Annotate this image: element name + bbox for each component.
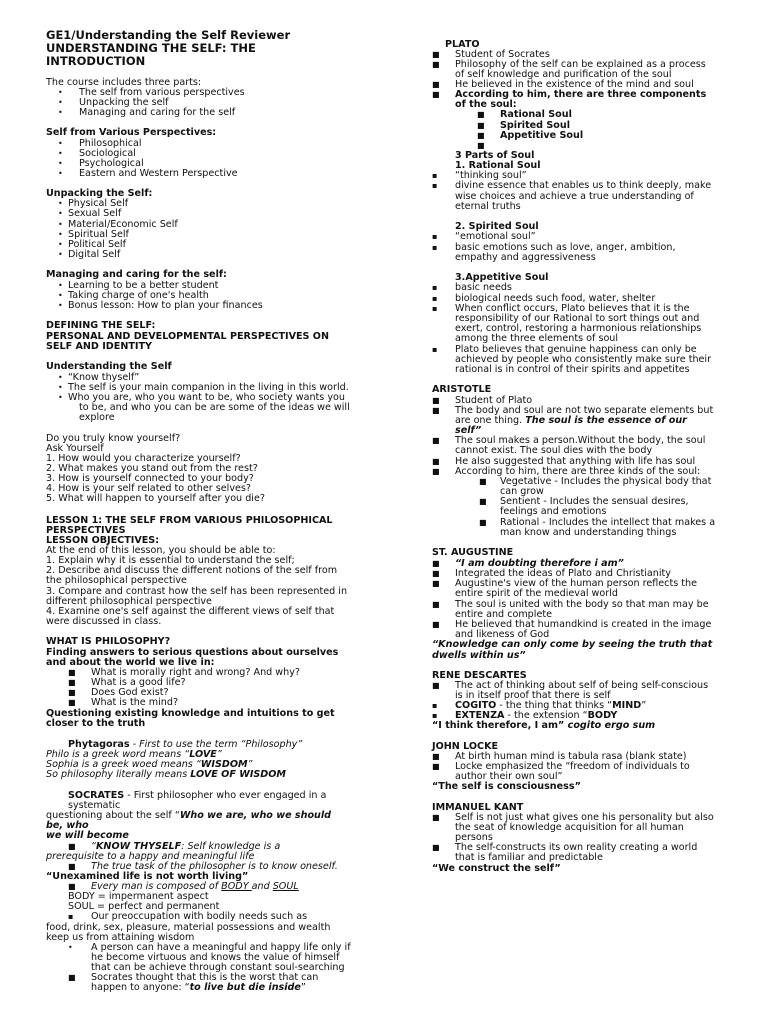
list-item-cont: that is familiar and predictable: [455, 852, 603, 863]
kant-heading: IMMANUEL KANT: [432, 802, 524, 813]
objective-line: were discussed in class.: [46, 616, 162, 627]
soul-kind-cont: man know and understanding things: [500, 527, 677, 538]
section-heading: Self from Various Perspectives:: [46, 127, 217, 138]
soul-kind: Vegetative - Includes the physical body that: [500, 476, 712, 487]
list-item: Digital Self: [68, 249, 121, 260]
soul-kind-cont: feelings and emotions: [500, 506, 607, 517]
list-item: Unpacking the self: [79, 97, 169, 108]
list-item-cont: achieved by people who consistently make sure their: [455, 354, 712, 365]
small-square-bullet-icon: ▪: [432, 232, 438, 241]
augustine-quote: “Knowledge can only come by seeing the truth that: [432, 639, 713, 650]
list-item: He believed that humandkind is created in the image: [455, 619, 712, 630]
square-bullet-icon: ■: [432, 396, 440, 405]
square-bullet-icon: ■: [479, 477, 487, 486]
list-item-cont: persons: [455, 832, 493, 843]
locke-quote: “The self is consciousness”: [432, 781, 581, 792]
lesson-heading: LESSON 1: THE SELF FROM VARIOUS PHILOSOPHICAL: [46, 515, 333, 526]
list-item: basic emotions such as love, anger, ambition,: [455, 242, 676, 253]
augustine-quote: dwells within us”: [432, 650, 526, 661]
philosophy-definition: Finding answers to serious questions about ourselves: [46, 647, 339, 658]
list-item-cont: is in itself proof that there is self: [455, 690, 611, 701]
section-heading: Unpacking the Self:: [46, 188, 153, 199]
course-intro: The course includes three parts:: [46, 77, 202, 88]
list-item: Integrated the ideas of Plato and Christianity: [455, 568, 671, 579]
small-square-bullet-icon: ▪: [432, 701, 438, 710]
list-item: The self-constructs its own reality creating a world: [455, 842, 698, 853]
square-bullet-icon: ■: [432, 90, 440, 99]
objective-line: different philosophical perspective: [46, 596, 212, 607]
unexamined-quote: “Unexamined life is not worth living”: [46, 871, 249, 882]
bullet-icon: •: [58, 139, 63, 148]
list-item-cont: of self knowledge and purification of the soul: [455, 69, 672, 80]
small-square-bullet-icon: ▪: [432, 243, 438, 252]
section-heading: DEFINING THE SELF:: [46, 320, 156, 331]
list-item: Philosophical: [79, 138, 142, 149]
bullet-icon: •: [68, 943, 73, 952]
list-item-cont: are one thing. The soul is the essence of our: [455, 415, 687, 426]
square-bullet-icon: ■: [432, 600, 440, 609]
bullet-icon: •: [58, 240, 63, 249]
section-heading: Managing and caring for the self:: [46, 269, 227, 280]
section-heading: WHAT IS PHILOSOPHY?: [46, 636, 171, 647]
list-item: Eastern and Western Perspective: [79, 168, 238, 179]
list-item-cont: explore: [79, 412, 115, 423]
descartes-heading: RENE DESCARTES: [432, 670, 527, 681]
square-bullet-icon: ■: [68, 688, 76, 697]
list-item: He also suggested that anything with life has soul: [455, 456, 696, 467]
list-item: Locke emphasized the “freedom of individuals to: [455, 761, 690, 772]
list-item: The self from various perspectives: [79, 87, 245, 98]
doc-subtitle: UNDERSTANDING THE SELF: THE: [46, 41, 256, 55]
small-square-bullet-icon: ▪: [432, 283, 438, 292]
socrates-question: questioning about the self “Who we are, who we should: [46, 810, 332, 821]
square-bullet-icon: ■: [432, 50, 440, 59]
list-item: Sexual Self: [68, 208, 122, 219]
worst-line: happen to anyone: “to live but die inside”: [91, 982, 306, 993]
square-bullet-icon: ■: [432, 436, 440, 445]
section-heading: PERSONAL AND DEVELOPMENTAL PERSPECTIVES ON: [46, 331, 329, 342]
list-item: Who you are, who you want to be, who society wants you: [68, 392, 345, 403]
person-line: he become virtuous and knows the value of himself: [91, 952, 340, 963]
square-bullet-icon: ■: [432, 60, 440, 69]
list-item-cont: to be, and who you can be are some of the ideas we will: [79, 402, 350, 413]
bullet-icon: •: [58, 199, 63, 208]
list-item: When conflict occurs, Plato believes that it is the: [455, 303, 690, 314]
list-item: What is the mind?: [91, 697, 179, 708]
section-heading: Understanding the Self: [46, 361, 172, 372]
philosophy-meaning: So philosophy literally means LOVE OF WISDOM: [46, 769, 286, 780]
objective-line: 3. Compare and contrast how the self has been represented in: [46, 586, 348, 597]
square-bullet-icon: ■: [432, 457, 440, 466]
list-item: Philosophy of the self can be explained as a process: [455, 59, 706, 70]
list-item: What is a good life?: [91, 677, 186, 688]
square-bullet-icon: ■: [68, 668, 76, 677]
cogito-line: COGITO - the thing that thinks “MIND”: [455, 700, 647, 711]
objective-line: 2. Describe and discuss the different notions of the self from: [46, 565, 338, 576]
list-item: “Know thyself”: [68, 372, 140, 383]
square-bullet-icon: ■: [68, 973, 76, 982]
square-bullet-icon: ■: [432, 681, 440, 690]
list-item: Taking charge of one's health: [68, 290, 209, 301]
extenza-line: EXTENZA - the extension “BODY: [455, 710, 618, 721]
list-item: According to him, there are three components: [455, 89, 707, 100]
doc-subtitle-2: INTRODUCTION: [46, 54, 146, 68]
locke-heading: JOHN LOCKE: [432, 741, 499, 752]
square-bullet-icon: ■: [68, 862, 76, 871]
list-item: Physical Self: [68, 198, 129, 209]
question-line: 2. What makes you stand out from the rest?: [46, 463, 258, 474]
soul-part: Appetitive Soul: [500, 130, 584, 141]
question-line: 4. How is your self related to other selves?: [46, 483, 252, 494]
small-square-bullet-icon: ▪: [432, 181, 438, 190]
doc-title: GE1/Understanding the Self Reviewer: [46, 28, 291, 42]
list-item: The soul is united with the body so that man may be: [455, 599, 709, 610]
question-line: Ask Yourself: [46, 443, 104, 454]
worst-line: Socrates thought that this is the worst that can: [91, 972, 319, 983]
list-item: Spiritual Self: [68, 229, 129, 240]
list-item: divine essence that enables us to think deeply, make: [455, 180, 712, 191]
list-item: Bonus lesson: How to plan your finances: [68, 300, 263, 311]
bullet-icon: •: [58, 98, 63, 107]
small-square-bullet-icon: ▪: [432, 304, 438, 313]
list-item: What is morally right and wrong? And why?: [91, 667, 300, 678]
bullet-icon: •: [58, 149, 63, 158]
square-bullet-icon: ■: [432, 579, 440, 588]
philosophy-definition: and about the world we live in:: [46, 657, 215, 668]
square-bullet-icon: ■: [432, 569, 440, 578]
know-thyself-cont: prerequisite to a happy and meaningful life: [46, 851, 255, 862]
square-bullet-icon: ■: [68, 882, 76, 891]
objective-line: At the end of this lesson, you should be able to:: [46, 545, 276, 556]
list-item: Political Self: [68, 239, 126, 250]
list-item: He believed in the existence of the mind and soul: [455, 79, 694, 90]
square-bullet-icon: ■: [432, 467, 440, 476]
list-item: At birth human mind is tabula rasa (blank state): [455, 751, 687, 762]
small-square-bullet-icon: ▪: [432, 345, 438, 354]
soul-kind-cont: can grow: [500, 486, 544, 497]
person-line: A person can have a meaningful and happy life only if: [91, 942, 351, 953]
small-square-bullet-icon: ▪: [432, 294, 438, 303]
small-square-bullet-icon: ▪: [432, 171, 438, 180]
preoccupation-line: keep us from attaining wisdom: [46, 932, 195, 943]
list-item: Augustine's view of the human person reflects the: [455, 578, 697, 589]
bullet-icon: •: [58, 159, 63, 168]
sophia-greek: Sophia is a greek woed means “WISDOM”: [46, 759, 253, 770]
square-bullet-icon: ■: [432, 80, 440, 89]
bullet-icon: •: [58, 250, 63, 259]
bullet-icon: •: [58, 230, 63, 239]
list-item-cont: responsibility of our Rational to sort things out and: [455, 313, 700, 324]
list-item-cont: the seat of knowledge acquisition for all human: [455, 822, 684, 833]
square-bullet-icon: ■: [477, 141, 485, 150]
bullet-icon: •: [58, 209, 63, 218]
list-item-cont: exert, control, restoring a harmonious relationships: [455, 323, 702, 334]
list-item: basic needs: [455, 282, 512, 293]
body-line: BODY = impermanent aspect: [68, 891, 209, 902]
square-bullet-icon: ■: [432, 752, 440, 761]
soul-kind: Rational - Includes the intellect that makes a: [500, 517, 716, 528]
phytagoras-line: Phytagoras - First to use the term “Philosophy”: [68, 739, 303, 750]
question-line: 1. How would you characterize yourself?: [46, 453, 241, 464]
square-bullet-icon: ■: [432, 813, 440, 822]
list-item-cont: among the three elements of soul: [455, 333, 619, 344]
soul-line: SOUL = perfect and permanent: [68, 901, 220, 912]
lesson-heading: PERSPECTIVES: [46, 525, 126, 536]
square-bullet-icon: ■: [68, 678, 76, 687]
square-bullet-icon: ■: [477, 121, 485, 130]
list-item: The act of thinking about self of being self-conscious: [455, 680, 709, 691]
square-bullet-icon: ■: [432, 843, 440, 852]
list-item: “emotional soul”: [455, 231, 536, 242]
list-item-cont: rational is in control of their spirits and appetites: [455, 364, 690, 375]
list-item-cont: wise choices and achieve a true understanding of: [455, 191, 694, 202]
list-item: The self is your main companion in the living in this world.: [68, 382, 349, 393]
list-item-cont: cannot exist. The soul dies with the body: [455, 445, 653, 456]
list-item-cont: empathy and aggressiveness: [455, 252, 596, 263]
section-heading: 1. Rational Soul: [455, 160, 541, 171]
list-item: Material/Economic Self: [68, 219, 178, 230]
body-soul-line: Every man is composed of BODY and SOUL: [91, 881, 299, 892]
question-line: Do you truly know yourself?: [46, 433, 181, 444]
soul-kind: Sentient - Includes the sensual desires,: [500, 496, 689, 507]
list-item-cont: and likeness of God: [455, 629, 550, 640]
aristotle-heading: ARISTOTLE: [432, 384, 492, 395]
socrates-question-cont: be, who: [46, 820, 89, 831]
question-line: 5. What will happen to yourself after you die?: [46, 493, 265, 504]
bullet-icon: •: [58, 108, 63, 117]
list-item: Does God exist?: [91, 687, 169, 698]
bullet-icon: •: [58, 383, 63, 392]
know-thyself: “KNOW THYSELF: Self knowledge is a: [91, 841, 281, 852]
square-bullet-icon: ■: [432, 762, 440, 771]
list-item: Managing and caring for the self: [79, 107, 236, 118]
bullet-icon: •: [58, 301, 63, 310]
list-item: Student of Plato: [455, 395, 533, 406]
bullet-icon: •: [58, 393, 63, 402]
soul-part: Spirited Soul: [500, 120, 571, 131]
person-line: that can be achieve through constant soul-searching: [91, 962, 345, 973]
list-item-cont: entire and complete: [455, 609, 553, 620]
list-item: “I am doubting therefore i am”: [455, 558, 624, 569]
list-item-cont: of the soul:: [455, 99, 517, 110]
square-bullet-icon: ■: [68, 698, 76, 707]
true-task: The true task of the philosopher is to know oneself.: [91, 861, 338, 872]
section-heading: 3 Parts of Soul: [455, 150, 535, 161]
bullet-icon: •: [58, 220, 63, 229]
list-item: Plato believes that genuine happiness can only be: [455, 344, 697, 355]
list-item: biological needs such food, water, shelter: [455, 293, 656, 304]
section-heading: SELF AND IDENTITY: [46, 341, 152, 352]
bullet-icon: •: [58, 88, 63, 97]
descartes-quote: “I think therefore, I am” cogito ergo sum: [432, 720, 656, 731]
section-heading: 2. Spirited Soul: [455, 221, 539, 232]
socrates-line-cont: systematic: [68, 800, 121, 811]
plato-heading: PLATO: [445, 39, 480, 50]
preoccupation-line: food, drink, sex, pleasure, material possessions and wealth: [46, 922, 331, 933]
question-line: 3. How is yourself connected to your body?: [46, 473, 254, 484]
bullet-icon: •: [58, 373, 63, 382]
square-bullet-icon: ■: [479, 497, 487, 506]
square-bullet-icon: ■: [477, 110, 485, 119]
augustine-heading: ST. AUGUSTINE: [432, 547, 514, 558]
small-square-bullet-icon: ▪: [432, 711, 438, 720]
list-item: Learning to be a better student: [68, 280, 219, 291]
square-bullet-icon: ■: [432, 620, 440, 629]
square-bullet-icon: ■: [432, 559, 440, 568]
list-item: Sociological: [79, 148, 136, 159]
philo-greek: Philo is a greek word means “LOVE”: [46, 749, 222, 760]
objective-line: 1. Explain why it is essential to understand the self;: [46, 555, 295, 566]
square-bullet-icon: ■: [68, 842, 76, 851]
socrates-question-cont: we will become: [46, 830, 129, 841]
philosophy-question: closer to the truth: [46, 718, 146, 729]
objective-line: 4. Examine one's self against the different views of self that: [46, 606, 335, 617]
bullet-icon: •: [58, 291, 63, 300]
list-item: The body and soul are not two separate elements but: [455, 405, 714, 416]
list-item-cont: entire spirit of the medieval world: [455, 588, 618, 599]
soul-part: Rational Soul: [500, 109, 572, 120]
list-item-cont: eternal truths: [455, 201, 521, 212]
kant-quote: “We construct the self”: [432, 863, 561, 874]
bullet-icon: •: [58, 169, 63, 178]
list-item: The soul makes a person.Without the body, the soul: [455, 435, 706, 446]
socrates-line: SOCRATES - First philosopher who ever engaged in a: [68, 790, 327, 801]
bullet-icon: •: [58, 281, 63, 290]
list-item-cont: author their own soul”: [455, 771, 563, 782]
section-heading: 3.Appetitive Soul: [455, 272, 549, 283]
list-item: Self is not just what gives one his personality but also: [455, 812, 714, 823]
square-bullet-icon: ■: [479, 518, 487, 527]
objective-line: the philosophical perspective: [46, 575, 187, 586]
list-item: “thinking soul”: [455, 170, 527, 181]
list-item: According to him, there are three kinds of the soul:: [455, 466, 701, 477]
square-bullet-icon: ▪: [68, 912, 74, 921]
philosophy-question: Questioning existing knowledge and intuitions to get: [46, 708, 335, 719]
list-item: Student of Socrates: [455, 49, 550, 60]
preoccupation-line: Our preoccupation with bodily needs such as: [91, 911, 308, 922]
square-bullet-icon: ■: [477, 131, 485, 140]
square-bullet-icon: ■: [432, 406, 440, 415]
list-item-cont: self”: [455, 425, 482, 436]
list-item: Psychological: [79, 158, 144, 169]
objectives-heading: LESSON OBJECTIVES:: [46, 535, 160, 546]
